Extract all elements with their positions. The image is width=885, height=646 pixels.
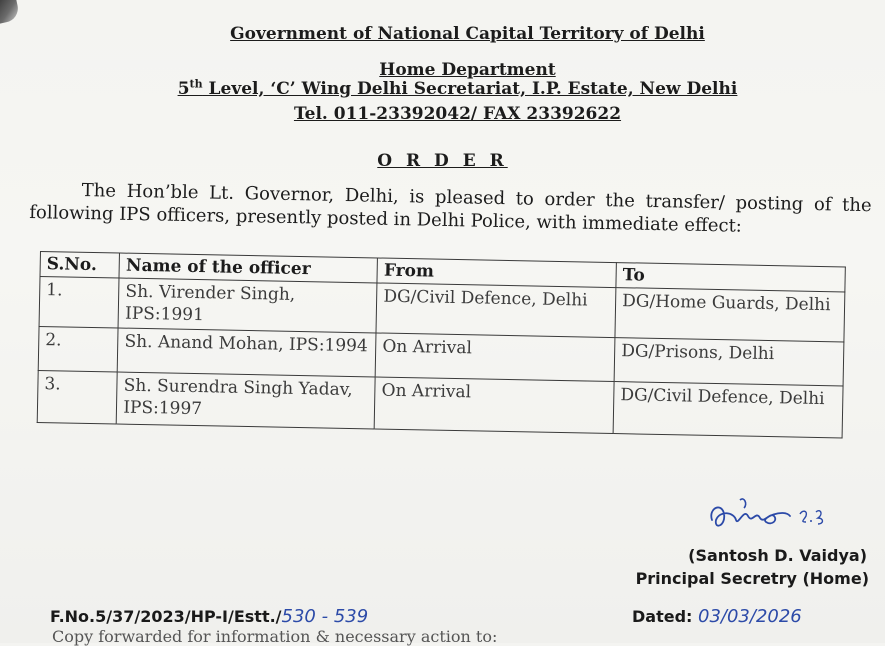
order-body-text: The Hon’ble Lt. Governor, Delhi, is pleased to order the transfer/ posting of the following IPS officers, presently posted in Delhi Police, with immediate effect: [29, 179, 872, 237]
file-number-label: F.No.5/37/2023/HP-I/Estt./ [50, 607, 282, 626]
handwritten-signature [700, 490, 850, 540]
order-title: O R D E R [377, 151, 508, 171]
file-number [50, 606, 368, 627]
cell-from: On Arrival [375, 333, 615, 382]
cell-from: On Arrival [374, 377, 614, 434]
header-dept: Home Department [379, 60, 556, 80]
binder-clip [0, 0, 20, 24]
copy-forwarded-line: Copy forwarded for information & necessary action to: [52, 627, 498, 646]
col-sno: S.No. [40, 252, 120, 279]
cell-name: Sh. Virender Singh, IPS:1991 [118, 278, 377, 333]
dated-line [632, 606, 802, 627]
cell-sno: 2. [38, 326, 118, 372]
officers-table [37, 251, 846, 438]
signatory-title: Principal Secretry (Home) [635, 569, 869, 588]
col-to: To [616, 263, 845, 292]
header-address: 5th Level, ‘C’ Wing Delhi Secretariat, I.P. Estate, New Delhi [177, 77, 738, 99]
cell-name: Sh. Surendra Singh Yadav, IPS:1997 [116, 372, 375, 429]
cell-name: Sh. Anand Mohan, IPS:1994 [117, 328, 376, 377]
col-from: From [377, 258, 616, 288]
dated-label: Dated: [632, 607, 693, 626]
cell-to: DG/Civil Defence, Delhi [613, 382, 843, 438]
cell-from: DG/Civil Defence, Delhi [376, 283, 616, 338]
cell-to: DG/Home Guards, Delhi [615, 288, 845, 342]
cell-to: DG/Prisons, Delhi [614, 338, 844, 386]
col-name: Name of the officer [119, 253, 377, 283]
cell-sno: 1. [39, 277, 119, 329]
header-govt: Government of National Capital Territory of Delhi [230, 24, 705, 44]
dated-handwritten: 03/03/2026 [698, 606, 802, 627]
file-number-handwritten: 530 - 539 [281, 606, 369, 627]
signatory-name: (Santosh D. Vaidya) [688, 546, 867, 565]
header-phone: Tel. 011-23392042/ FAX 23392622 [293, 104, 622, 124]
cell-sno: 3. [37, 370, 117, 424]
